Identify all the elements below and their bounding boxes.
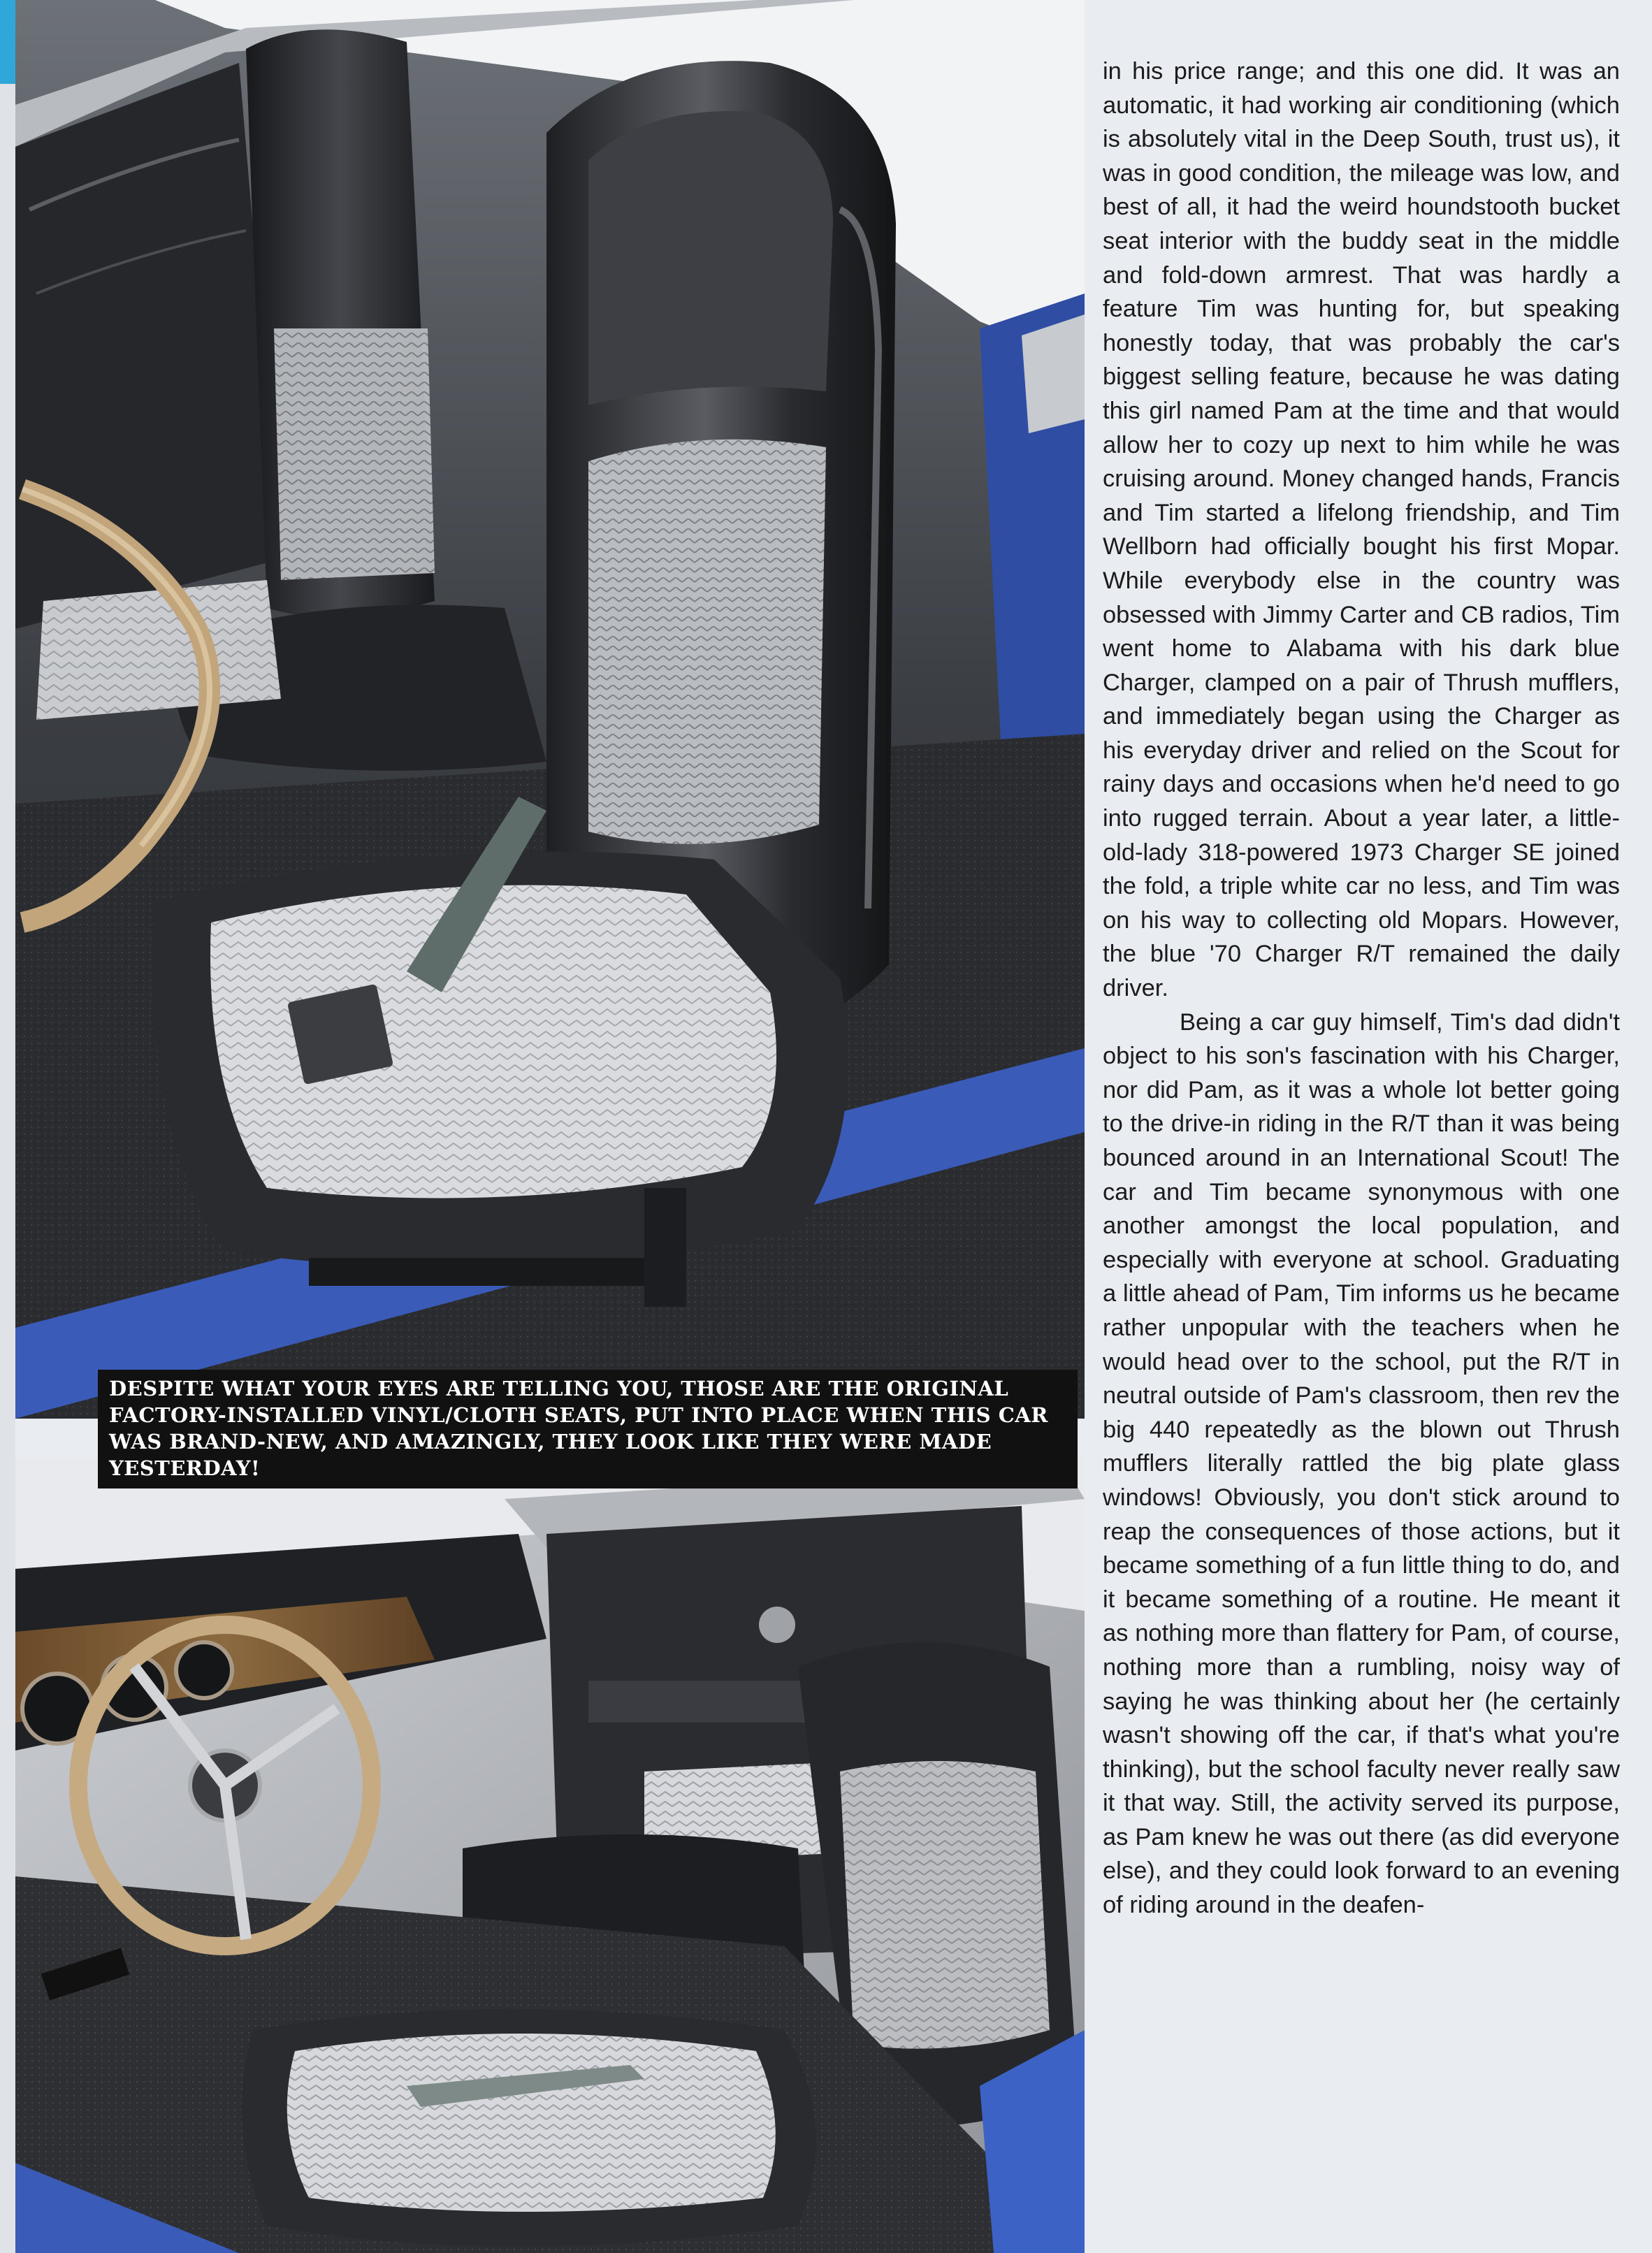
interior-seats-photo [15,0,1085,1419]
photo-caption: DESPITE WHAT YOUR EYES ARE TELLING YOU, THOSE ARE THE ORIGINAL FACTORY-INSTALLED VINYL/CLOTH SEATS, PUT INTO PLACE WHEN THIS CAR WAS BRAND-NEW, AND AMAZINGLY, THEY LOOK LIKE THEY WERE MADE YESTERDAY! [98,1370,1078,1488]
interior-dashboard-photo [15,1457,1085,2253]
article-paragraph: Being a car guy himself, Tim's dad didn't object to his son's fascination with his Charger, nor did Pam, as it was a whole lot better going to the drive-in riding in the R/T than it was being bounced around in an International Scout! The car and Tim became synonymous with one another amongst the local population, and especially with everyone at school. Graduating a little ahead of Pam, Tim informs us he became rather unpopular with the teachers when he would head over to the school, put the R/T in neutral outside of Pam's classroom, then rev the big 440 repeatedly as the blown out Thrush mufflers literally rattled the big plate glass windows! Obviously, you don't stick around to reap the consequences of those actions, but it became something of a fun little thing to do, and it became something of a routine. He meant it as nothing more than flattery for Pam, of course, nothing more than a rumbling, noisy way of saying he was thinking about her (he certainly wasn't showing off the car, if that's what you're thinking), but the school faculty never really saw it that way. Still, the activity served its purpose, as Pam knew he was out there (as did everyone else), and they could look forward to an evening of riding around in the deafen- [1103,1008,1620,1919]
page-gutter [0,84,15,2253]
article-column [1103,55,1620,1922]
article-paragraph: in his price range; and this one did. It was an automatic, it had working air conditioning (which is absolutely vital in the Deep South, trust us), it was in good condition, the mileage was low, and best of all, it had the weird houndstooth bucket seat interior with the buddy seat in the middle and fold-down armrest. That was hardly a feature Tim was hunting for, but speaking honestly today, that was probably the car's biggest selling feature, because he was dating this girl named Pam at the time and that would allow her to cozy up next to him while he was cruising around. Money changed hands, Francis and Tim started a lifelong friendship, and Tim Wellborn had officially bought his first Mopar. While everybody else in the country was obsessed with Jimmy Carter and CB radios, Tim went home to Alabama with his dark blue Charger, clamped on a pair of Thrush mufflers, and immediately began using the Charger as his everyday driver and relied on the Scout for rainy days and occasions when he'd need to go into rugged terrain. About a year later, a little-old-lady 318-powered 1973 Charger SE joined the fold, a triple white car no less, and Tim was on his way to collecting old Mopars. However, the blue '70 Charger R/T remained the daily driver. [1103,58,1620,1002]
page-edge-accent [0,0,15,84]
